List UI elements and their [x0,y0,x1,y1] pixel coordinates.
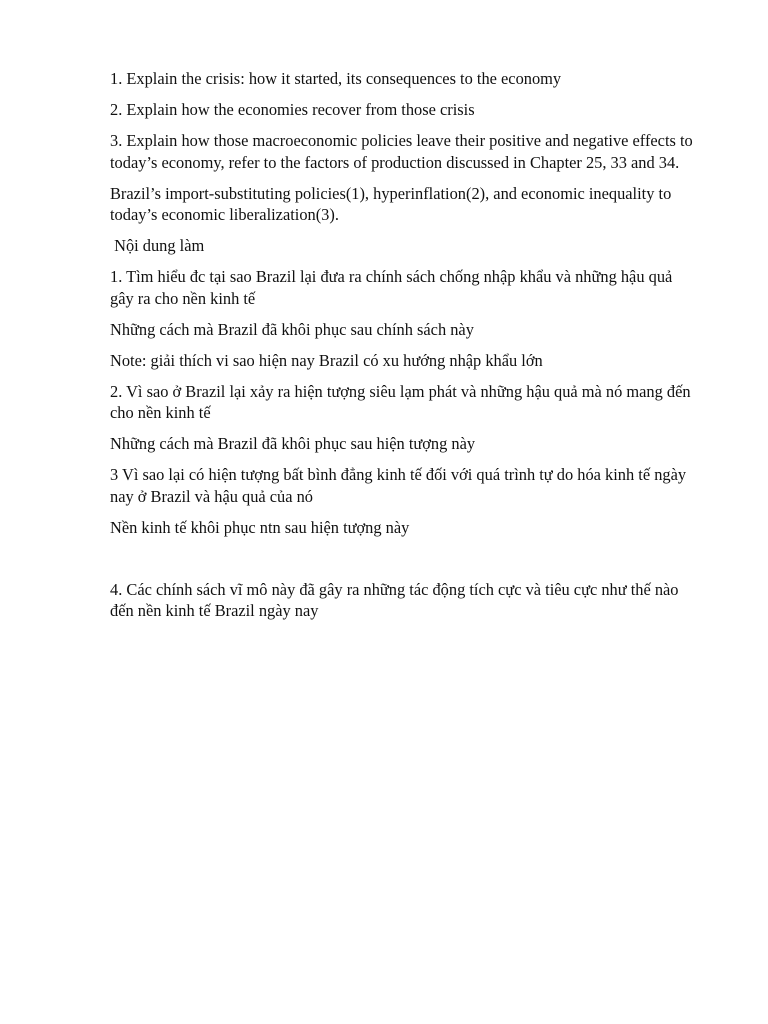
task-1-recovery: Những cách mà Brazil đã khôi phục sau chính sách này [110,319,474,339]
content-heading: Nội dung làm [110,236,205,255]
task-4: 4. Các chính sách vĩ mô này đã gây ra những tác động tích cực và tiêu cực như thế nào đến nền kinh tế Brazil ngày nay [110,579,683,620]
question-2: 2. Explain how the economies recover from those crisis [110,100,475,119]
task-1-note: Note: giải thích vi sao hiện nay Brazil có xu hướng nhập khẩu lớn [110,350,543,370]
task-2: 2. Vì sao ở Brazil lại xảy ra hiện tượng siêu lạm phát và những hậu quả mà nó mang đến cho nền kinh tế [110,381,695,422]
task-3: 3 Vì sao lại có hiện tượng bất bình đẳng kinh tế đối với quá trình tự do hóa kinh tế ngày nay ở Brazil và hậu quả của nó [110,465,691,506]
task-3-recovery: Nền kinh tế khôi phục ntn sau hiện tượng này [110,517,410,537]
task-1: 1. Tìm hiểu đc tại sao Brazil lại đưa ra chính sách chống nhập khẩu và những hậu quả gây ra cho nền kinh tế [110,267,677,308]
task-2-recovery: Những cách mà Brazil đã khôi phục sau hiện tượng này [110,434,476,453]
empty-paragraph [110,548,700,570]
question-3: 3. Explain how those macroeconomic policies leave their positive and negative effects to today’s economy, refer to the factors of production discussed in Chapter 25, 33 and 34. [110,131,697,172]
topic-statement: Brazil’s import-substituting policies(1), hyperinflation(2), and economic inequality to today’s economic liberalization(3). [110,183,676,224]
question-1: 1. Explain the crisis: how it started, its consequences to the economy [110,69,562,88]
document-page [110,68,700,631]
